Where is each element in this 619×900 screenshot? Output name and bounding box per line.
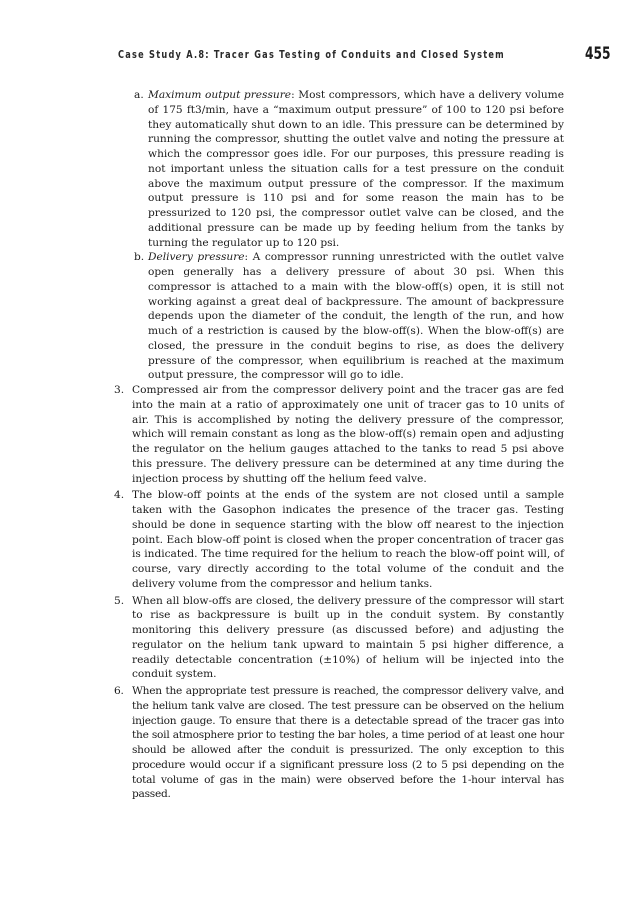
list-marker: b. [134,251,145,264]
paragraph [148,88,564,250]
term: Maximum output pressure [148,89,292,101]
list-marker: 6. [114,685,124,697]
paragraph-text: The blow-off points at the ends of the system are not closed until a sample taken with the Gasophon indicates the presence of the tracer gas. Testing should be done in sequence starting with the blow off nearest to the injection point. Each blow-off point is closed when the proper concentration of tracer gas is indicated. The time required for the helium to reach the blow-off point will, of course, vary directly according to the total volume of the conduit and the delivery volume from the compressor and helium tanks. [132,489,564,590]
list-item-6 [114,684,564,802]
paragraph-text: : Most compressors, which have a delivery volume of 175 ft3/min, have a “maximum output pressure” of 100 to 120 psi before they automatically shut down to an idle. This pressure can be determined by running the compressor, shutting the outlet valve and noting the pressure at which the compressor goes idle. For our purposes, this pressure reading is not important unless the situation calls for a test pressure on the conduit above the maximum output pressure of the compressor. If the maximum output pressure is 110 psi and for some reason the main has to be pressurized to 120 psi, the compressor outlet valve can be closed, and the additional pressure can be made up by feeding helium from the tanks by turning the regulator up to 120 psi. [148,89,564,249]
paragraph-text: Compressed air from the compressor delivery point and the tracer gas are fed into the main at a ratio of approximately one unit of tracer gas to 10 units of air. This is accomplished by noting the delivery pressure of the compressor, which will remain constant as long as the blow-off(s) remain open and adjusting the regulator on the helium gauges attached to the tanks to read 5 psi above this pressure. The delivery pressure can be determined at any time during the injection process by shutting off the helium feed valve. [132,384,564,485]
running-head: Case Study A.8: Tracer Gas Testing of Conduits and Closed System [118,49,505,61]
page-header [118,44,610,68]
list-item-a [114,88,564,250]
list-item-3 [114,383,564,486]
paragraph-text: : A compressor running unrestricted with the outlet valve open generally has a delivery pressure of about 30 psi. When this compressor is attached to a main with the blow-off(s) open, it is still not working against a great deal of backpressure. The amount of backpressure depends upon the diameter of the conduit, the length of the run, and how much of a restriction is caused by the blow-off(s). When the blow-off(s) are closed, the pressure in the conduit begins to rise, as does the delivery pressure of the compressor, when equilibrium is reached at the maximum output pressure, the compressor will go to idle. [148,251,564,382]
term: Delivery pressure [148,251,245,264]
list-marker: 4. [114,489,125,502]
body-text [114,88,564,802]
paragraph [148,250,564,383]
list-item-5 [114,594,564,683]
list-item-4 [114,488,564,591]
list-item-b [114,250,564,383]
list-marker: 3. [114,384,125,396]
list-marker: a. [134,89,144,101]
page-number: 455 [584,44,610,64]
list-marker: 5. [114,594,125,607]
paragraph-text: When all blow-offs are closed, the delivery pressure of the compressor will start to rise as backpressure is built up in the conduit system. By constantly monitoring this delivery pressure (as discussed before) and adjusting the regulator on the helium tank upward to maintain 5 psi higher difference, a readily detectable concentration (±10%) of helium will be injected into the conduit system. [132,594,564,681]
paragraph-text: When the appropriate test pressure is reached, the compressor delivery valve, and the helium tank valve are closed. The test pressure can be observed on the helium injection gauge. To ensure that there is a detectable spread of the tracer gas into the soil atmosphere prior to testing the bar holes, a time period of at least one hour should be allowed after the conduit is pressurized. The only exception to this procedure would occur if a significant pressure loss (2 to 5 psi depending on the total volume of gas in the main) were observed before the 1-hour interval has passed. [132,685,564,801]
